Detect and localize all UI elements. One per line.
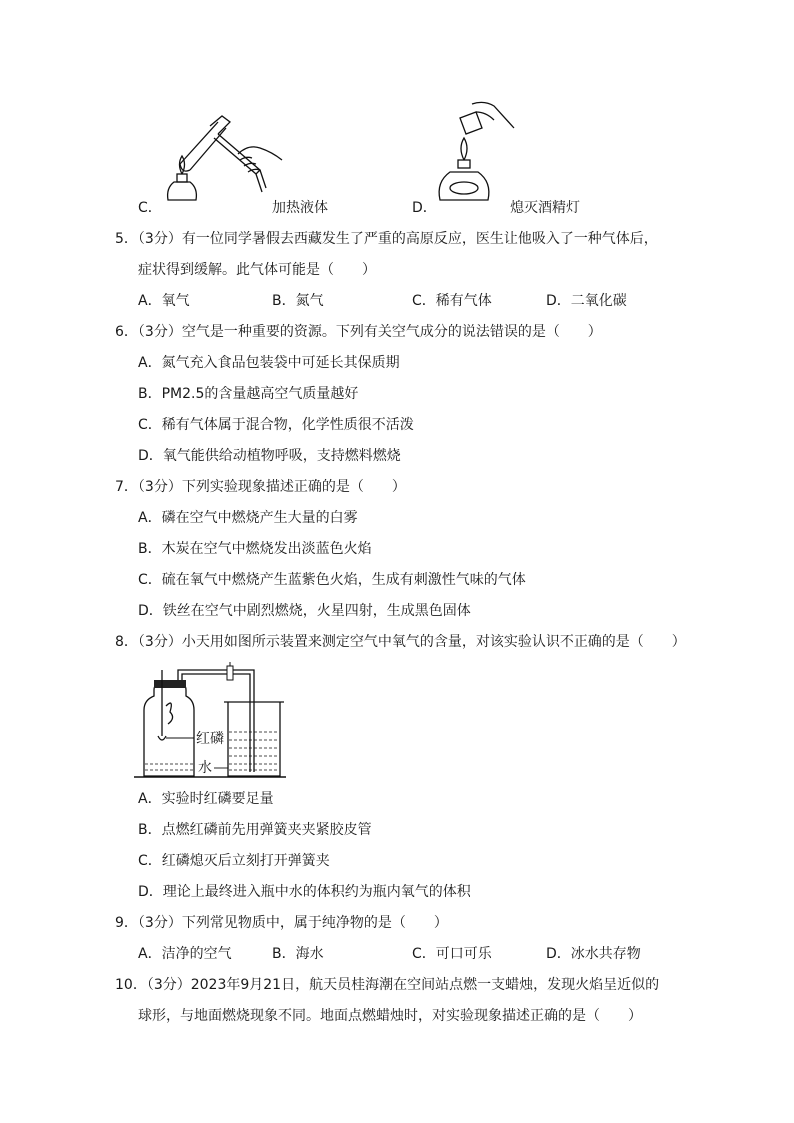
q7-option-a: A．磷在空气中燃烧产生大量的白雾 [138, 510, 358, 526]
q9-stem: 9．（3分）下列常见物质中，属于纯净物的是（ ） [115, 915, 448, 931]
q9-option-d: D．冰水共存物 [546, 946, 641, 962]
heating-liquid-figure [160, 112, 290, 202]
q5-stem-line1: 5．（3分）有一位同学暑假去西藏发生了严重的高原反应，医生让他吸入了一种气体后， [115, 231, 658, 247]
q6-option-d: D．氧气能供给动植物呼吸，支持燃料燃烧 [138, 448, 401, 464]
extinguish-lamp-figure [432, 98, 522, 208]
q4-option-d-caption: 熄灭酒精灯 [510, 200, 580, 216]
q6-stem: 6．（3分）空气是一种重要的资源。下列有关空气成分的说法错误的是（ ） [115, 324, 602, 340]
q8-option-a: A．实验时红磷要足量 [138, 791, 274, 807]
q8-option-c: C．红磷熄灭后立刻打开弹簧夹 [138, 853, 330, 869]
q8-option-b: B．点燃红磷前先用弹簧夹夹紧胶皮管 [138, 822, 372, 838]
q7-option-b: B．木炭在空气中燃烧发出淡蓝色火焰 [138, 541, 372, 557]
q8-option-d: D．理论上最终进入瓶中水的体积约为瓶内氧气的体积 [138, 884, 471, 900]
q5-option-c: C．稀有气体 [412, 293, 492, 309]
q5-option-d: D．二氧化碳 [546, 293, 627, 309]
label-water: 水 [198, 760, 212, 776]
q9-option-a: A．洁净的空气 [138, 946, 232, 962]
q10-stem-line1: 10．（3分）2023年9月21日，航天员桂海潮在空间站点燃一支蜡烛，发现火焰呈近似的 [115, 977, 660, 993]
q5-option-a: A．氧气 [138, 293, 190, 309]
q6-option-c: C．稀有气体属于混合物，化学性质很不活泼 [138, 417, 414, 433]
q8-stem: 8．（3分）小天用如图所示装置来测定空气中氧气的含量，对该实验认识不正确的是（ ） [115, 634, 686, 650]
label-red-phosphorus: 红磷 [196, 731, 224, 747]
q4-option-c-letter: C． [138, 200, 162, 216]
q4-option-c-caption: 加热液体 [272, 200, 328, 216]
q6-option-b: B．PM2.5的含量越高空气质量越好 [138, 386, 359, 402]
q5-option-b: B．氮气 [272, 293, 324, 309]
q9-option-b: B．海水 [272, 946, 324, 962]
q5-stem-line2: 症状得到缓解。此气体可能是（ ） [138, 262, 376, 278]
q6-option-a: A．氮气充入食品包装袋中可延长其保质期 [138, 355, 400, 371]
q7-stem: 7．（3分）下列实验现象描述正确的是（ ） [115, 479, 406, 495]
q4-option-d-letter: D． [412, 200, 437, 216]
oxygen-apparatus-figure [134, 660, 294, 780]
q7-option-c: C．硫在氧气中燃烧产生蓝紫色火焰，生成有刺激性气味的气体 [138, 572, 526, 588]
q7-option-d: D．铁丝在空气中剧烈燃烧，火星四射，生成黑色固体 [138, 603, 471, 619]
q10-stem-line2: 球形，与地面燃烧现象不同。地面点燃蜡烛时，对实验现象描述正确的是（ ） [138, 1008, 642, 1024]
q9-option-c: C．可口可乐 [412, 946, 492, 962]
